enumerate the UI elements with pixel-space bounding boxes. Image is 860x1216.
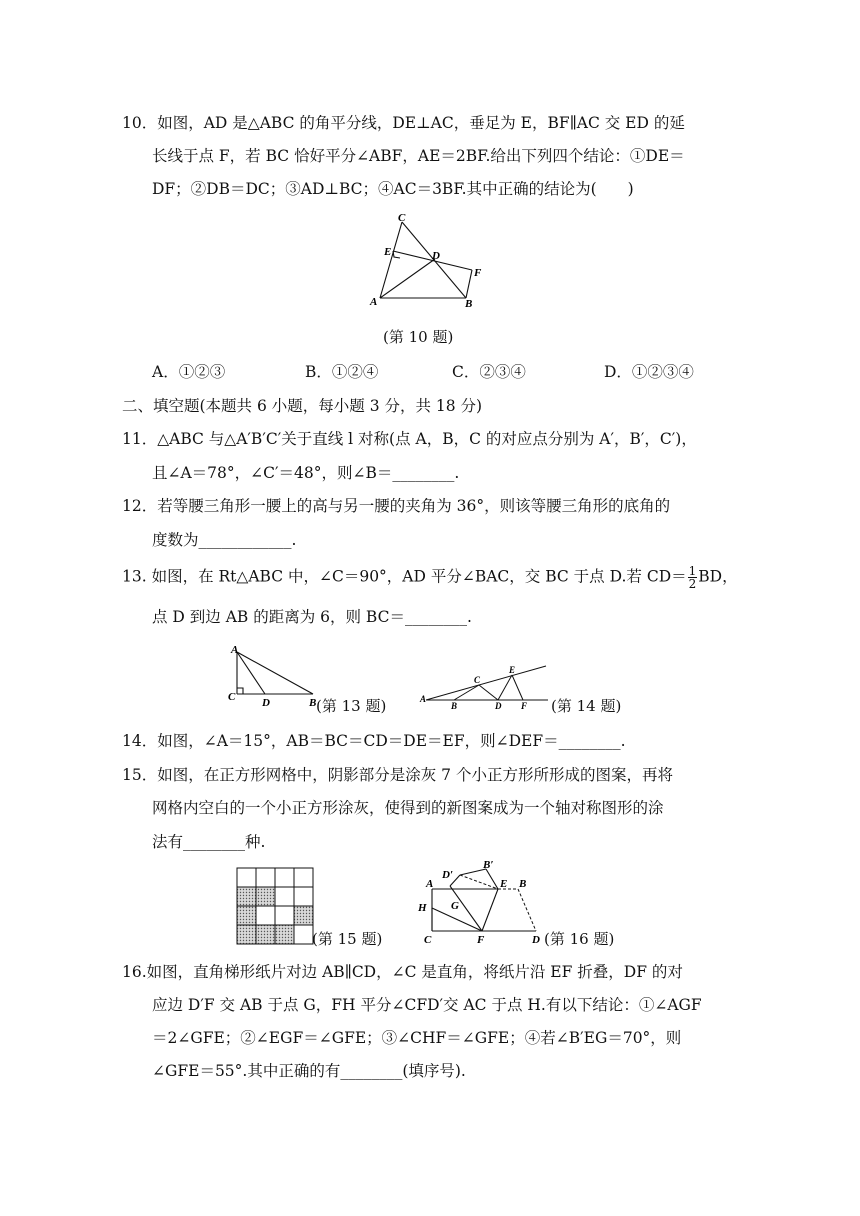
q10-label-c: C <box>398 212 406 224</box>
q14-caption: (第 14 题) <box>551 697 622 715</box>
q11-line-2: 且∠A＝78°，∠C′＝48°，则∠B＝________. <box>152 464 460 482</box>
q16-line-3: ＝2∠GFE；②∠EGF＝∠GFE；③∠CHF＝∠GFE；④若∠B′EG＝70°，则 <box>152 1029 682 1047</box>
q10-option-c: C．②③④ <box>452 363 526 381</box>
q13-line-1-start: 13. 如图，在 Rt△ABC 中，∠C＝90°，AD 平分∠BAC，交 BC 于点 D.若 CD＝ <box>122 567 687 586</box>
q10-label-b: B <box>465 298 473 310</box>
q10-line-3: DF；②DB＝DC；③AD⊥BC；④AC＝3BF.其中正确的结论为( ) <box>152 180 634 198</box>
q14-label-a: A <box>420 694 427 704</box>
q12-line-2: 度数为____________. <box>152 531 297 549</box>
q16-caption: (第 16 题) <box>544 930 615 948</box>
q14-label-c: C <box>474 675 481 685</box>
q16-line-2: 应边 D′F 交 AB 于点 G，FH 平分∠CFD′交 AC 于点 H.有以下结论：①∠AGF <box>152 996 702 1014</box>
q10-label-d: D <box>432 250 440 262</box>
q10-option-d: D．①②③④ <box>604 363 694 381</box>
q16-label-b-prime: B′ <box>483 859 494 871</box>
q10-option-a: A．①②③ <box>152 363 226 381</box>
q15-line-1: 15．如图，在正方形网格中，阴影部分是涂灰 7 个小正方形所形成的图案，再将 <box>122 766 673 784</box>
q16-line-4: ∠GFE＝55°.其中正确的有________(填序号). <box>152 1062 466 1080</box>
q16-label-e: E <box>500 878 508 890</box>
q14-figure <box>418 660 553 712</box>
q10-label-f: F <box>474 267 482 279</box>
q16-label-g: G <box>451 900 459 912</box>
q13-label-c: C <box>228 691 236 703</box>
q10-label-a: A <box>370 296 378 308</box>
q15-grid-figure <box>236 867 314 945</box>
q13-label-b: B <box>309 697 317 709</box>
q13-line-2: 点 D 到边 AB 的距离为 6，则 BC＝________. <box>152 608 472 626</box>
q16-label-c: C <box>424 934 432 946</box>
q14-label-e: E <box>509 665 516 675</box>
q13-fraction-numerator: 1 <box>688 564 697 578</box>
section-2-heading: 二、填空题(本题共 6 小题，每小题 3 分，共 18 分) <box>122 397 483 415</box>
q10-caption: (第 10 题) <box>383 328 454 346</box>
q13-fraction-denominator: 2 <box>688 577 697 591</box>
q16-label-b: B <box>519 878 527 890</box>
q16-label-f: F <box>477 934 485 946</box>
q10-label-e: E <box>384 246 392 258</box>
q14-label-b: B <box>451 701 458 711</box>
q16-line-1: 16.如图，直角梯形纸片对边 AB∥CD，∠C 是直角，将纸片沿 EF 折叠，DF 的对 <box>122 963 683 981</box>
q13-label-a: A <box>231 644 239 656</box>
q11-line-1: 11．△ABC 与△A′B′C′关于直线 l 对称(点 A，B，C 的对应点分别为 A′，B′，C′)， <box>122 430 697 448</box>
q16-label-h: H <box>418 902 427 914</box>
q14-label-d: D <box>495 701 502 711</box>
q16-label-a: A <box>426 878 434 890</box>
q15-line-3: 法有________种. <box>152 833 266 851</box>
q13-line-1-end: BD， <box>698 567 738 586</box>
q14-label-f: F <box>521 701 528 711</box>
q10-figure <box>360 208 500 312</box>
q13-caption: (第 13 题) <box>316 697 387 715</box>
q13-figure <box>225 642 320 712</box>
q16-figure <box>414 855 549 947</box>
q16-label-d: D <box>532 934 540 946</box>
q12-line-1: 12．若等腰三角形一腰上的高与另一腰的夹角为 36°，则该等腰三角形的底角的 <box>122 497 671 515</box>
q10-option-b: B．①②④ <box>305 363 379 381</box>
q13-line-1 <box>122 565 738 590</box>
q14-line: 14．如图，∠A＝15°，AB＝BC＝CD＝DE＝EF，则∠DEF＝________. <box>122 732 626 750</box>
q10-line-1: 10．如图，AD 是△ABC 的角平分线，DE⊥AC，垂足为 E，BF∥AC 交 ED 的延 <box>122 114 685 132</box>
q10-line-2: 长线于点 F，若 BC 恰好平分∠ABF，AE＝2BF.给出下列四个结论：①DE＝ <box>152 147 685 165</box>
q16-label-d-prime: D′ <box>442 869 454 881</box>
q15-caption: (第 15 题) <box>312 930 383 948</box>
q13-fraction <box>688 565 698 590</box>
q15-line-2: 网格内空白的一个小正方形涂灰，使得到的新图案成为一个轴对称图形的涂 <box>152 799 664 817</box>
q13-label-d: D <box>262 697 270 709</box>
